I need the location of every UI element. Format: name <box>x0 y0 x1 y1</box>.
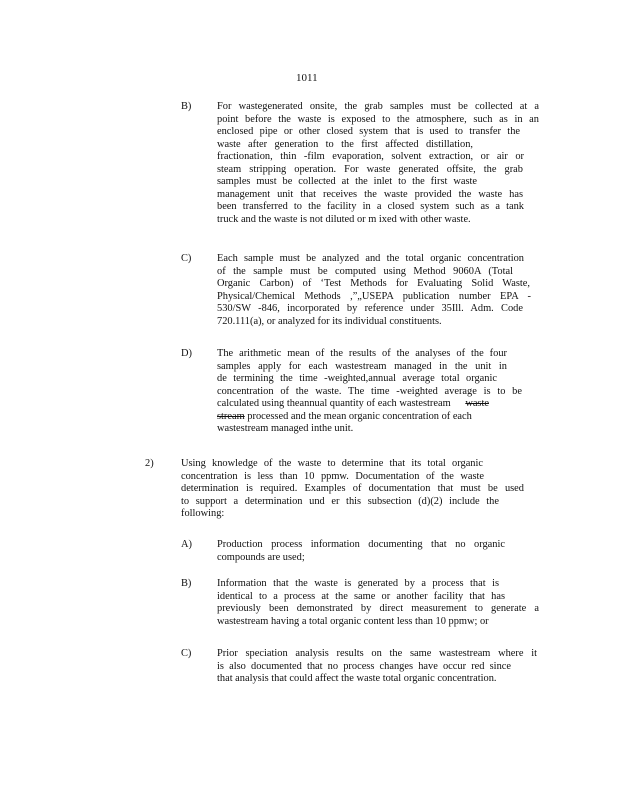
item-text <box>181 458 526 521</box>
text-segment: calculated using theannual quantity of each wastestream <box>217 398 451 409</box>
item-text <box>217 539 517 564</box>
text-segment: processed and the mean organic concentration of each <box>244 410 472 422</box>
item-label: C) <box>181 253 192 264</box>
item-text <box>217 101 539 226</box>
text-line: determination is required. Examples of documentation that must be used <box>181 483 524 494</box>
item-label: C) <box>181 648 192 659</box>
text-line: that analysis that could affect the waste total organic concentration. <box>217 673 497 684</box>
text-line: Information that the waste is generated by a process that is <box>217 578 499 589</box>
text-line: fractionation, thin -film evaporation, solvent extraction, or air or <box>217 151 524 162</box>
text-line: to support a determination und er this subsection (d)(2) include the <box>181 495 499 507</box>
text-line: Production process information documenting that no organic <box>217 539 505 550</box>
text-line: wastestream managed inthe unit. <box>217 423 354 434</box>
text-line: 720.111(a), or analyzed for its individual constituents. <box>217 315 442 327</box>
item-text <box>217 253 531 328</box>
text-line: waste after generation to the first affected distillation, <box>217 138 473 150</box>
item-label: B) <box>181 578 192 589</box>
item-label: B) <box>181 101 192 112</box>
text-line: identical to a process at the same or another facility that has <box>217 590 505 602</box>
text-line: previously been demonstrated by direct measurement to generate a <box>217 603 539 614</box>
text-line: following: <box>181 508 225 519</box>
text-line: Using knowledge of the waste to determine that its total organic <box>181 458 483 469</box>
text-line: Physical/Chemical Methods ,”„USEPA publication number EPA - <box>217 290 531 302</box>
text-line: concentration of the waste. The time -weighted average is to be <box>217 385 522 397</box>
text-line: steam stripping operation. For waste generated offsite, the grab <box>217 163 523 175</box>
text-line: samples apply for each wastestream managed in the unit in <box>217 360 507 372</box>
text-line: management unit that receives the waste provided the waste has <box>217 188 523 200</box>
text-line: compounds are used; <box>217 551 305 563</box>
item-label: D) <box>181 348 192 359</box>
text-line: truck and the waste is not diluted or m ixed with other waste. <box>217 213 471 225</box>
text-line: The arithmetic mean of the results of the analyses of the four <box>217 348 507 359</box>
text-line: Organic Carbon) of ‘Test Methods for Evaluating Solid Waste, <box>217 278 530 289</box>
item-label: 2) <box>145 458 154 469</box>
text-line <box>217 398 522 411</box>
item-text <box>217 348 527 436</box>
item-text <box>217 648 537 686</box>
text-line: wastestream having a total organic content less than 10 ppmw; or <box>217 615 489 627</box>
text-line: enclosed pipe or other closed system that is used to transfer the <box>217 126 520 137</box>
text-line: is also documented that no process changes have occur red since <box>217 660 511 672</box>
text-line: been transferred to the facility in a closed system such as a tank <box>217 201 524 212</box>
text-line: de termining the time -weighted,annual average total organic <box>217 373 497 384</box>
text-line <box>217 411 509 424</box>
text-line: concentration is less than 10 ppmw. Documentation of the waste <box>181 470 484 482</box>
text-line: of the sample must be computed using Method 9060A (Total <box>217 265 513 277</box>
item-label: A) <box>181 539 192 550</box>
text-line: For wastegenerated onsite, the grab samples must be collected at a <box>217 101 539 112</box>
text-line: Each sample must be analyzed and the total organic concentration <box>217 253 524 264</box>
struck-text: stream <box>217 410 245 422</box>
text-line: 530/SW -846, incorporated by reference under 35Ill. Adm. Code <box>217 303 523 314</box>
page-number: 1011 <box>296 72 318 84</box>
text-line: point before the waste is exposed to the atmosphere, such as in an <box>217 113 539 125</box>
text-line: samples must be collected at the inlet to the first waste <box>217 176 477 187</box>
struck-text: waste <box>465 398 489 409</box>
item-text <box>217 578 541 628</box>
text-line: Prior speciation analysis results on the same wastestream where it <box>217 648 537 659</box>
